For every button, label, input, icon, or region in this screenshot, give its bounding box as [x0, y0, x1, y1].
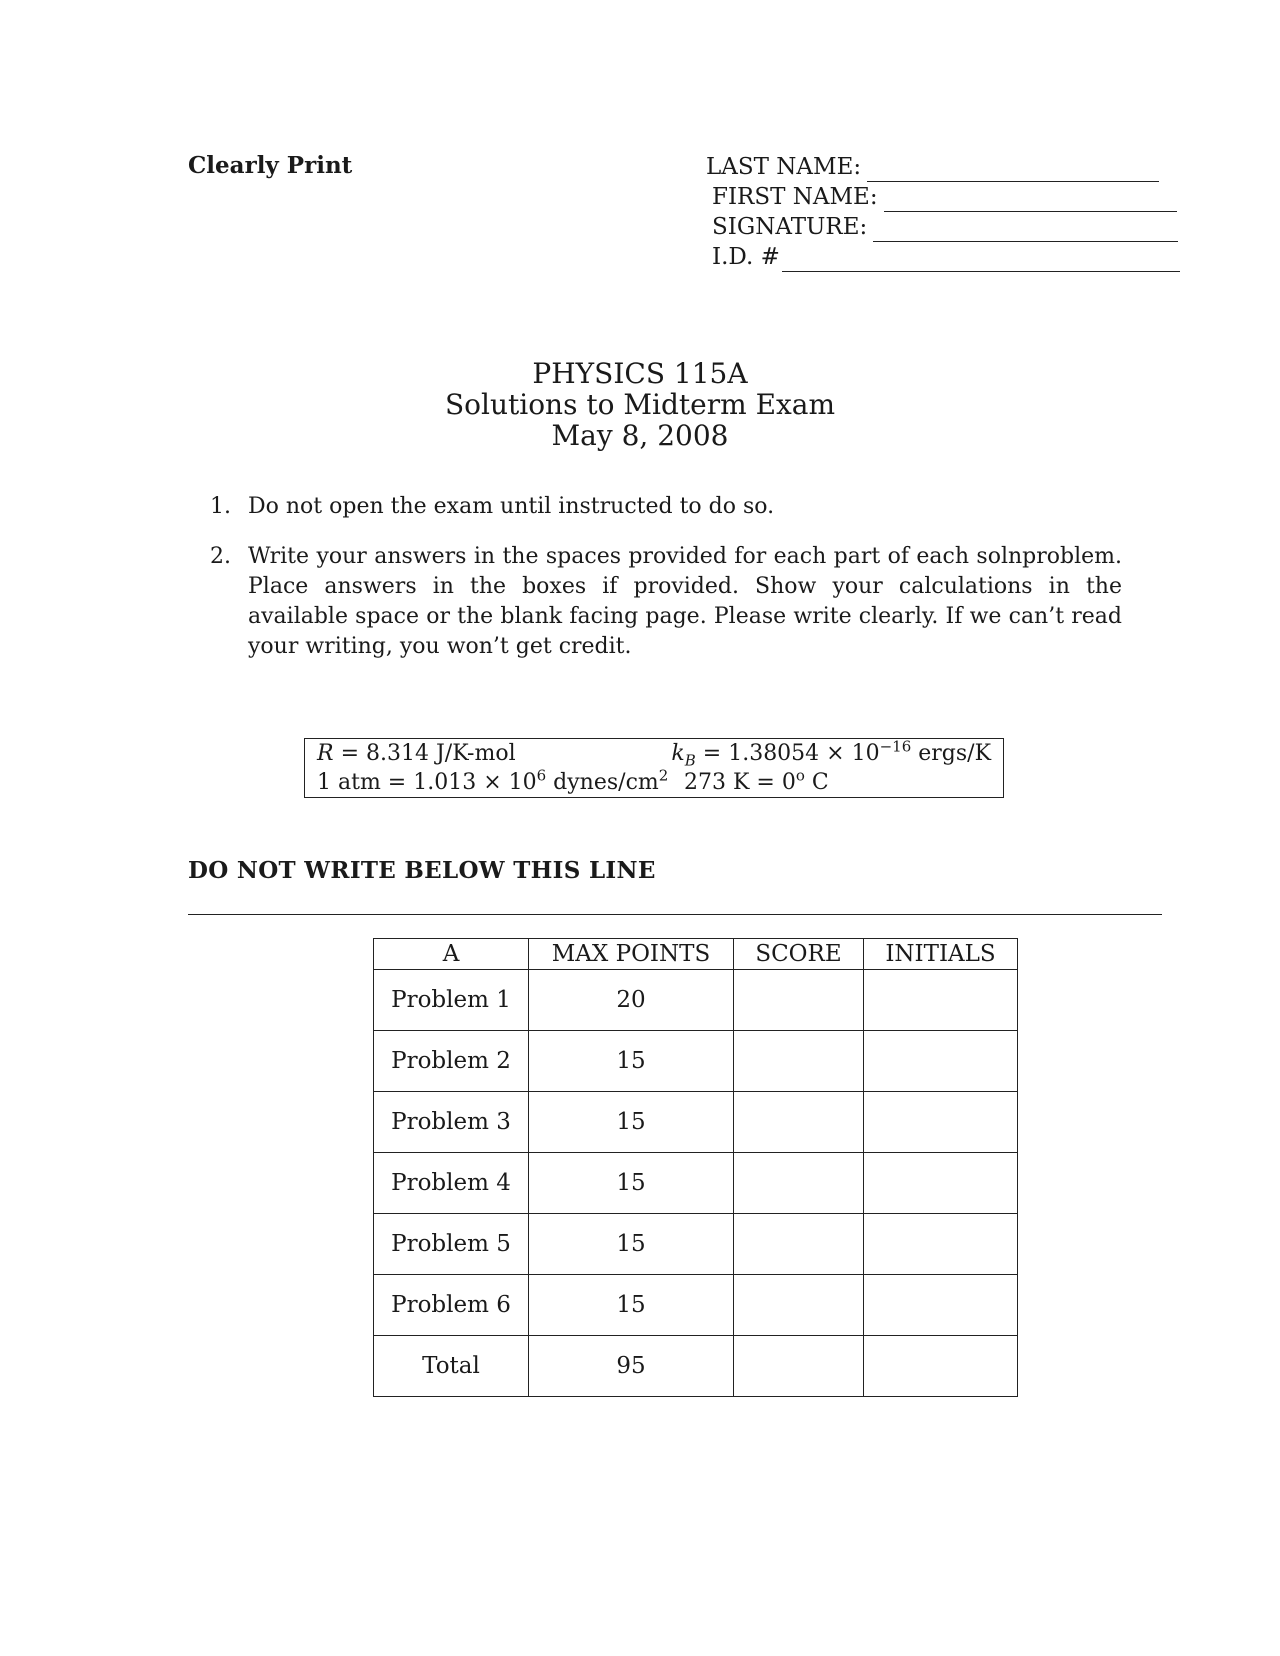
atm-exponent: 6 [536, 766, 547, 785]
instruction-text: Write your answers in the spaces provided for each part of each solnproblem. Place answers in the boxes if provided. Show your calculations in the available space or the blank facing page. Please write clearly. If we can’t read your writing, you won’t get credit. [248, 544, 1122, 659]
divider-line [188, 914, 1162, 915]
table-row [374, 1153, 1018, 1214]
total-initials-cell[interactable] [864, 1336, 1018, 1397]
problem-label: Problem 4 [374, 1153, 529, 1214]
problem-label: Problem 2 [374, 1031, 529, 1092]
temp-unit: C [804, 770, 829, 795]
table-row [374, 1214, 1018, 1275]
last-name-field[interactable] [867, 159, 1159, 182]
instructions-list [210, 492, 1122, 682]
atm-value: 1 atm = 1.013 × 10 [317, 770, 537, 795]
problem-label: Problem 1 [374, 970, 529, 1031]
initials-cell[interactable] [864, 1153, 1018, 1214]
column-header-score: SCORE [734, 939, 864, 970]
problem-label: Problem 6 [374, 1275, 529, 1336]
boltzmann-unit: ergs/K [911, 741, 991, 766]
table-row [374, 1092, 1018, 1153]
instruction-text: Do not open the exam until instructed to do so. [248, 494, 775, 519]
constants-row [317, 739, 991, 768]
first-name-row [706, 182, 1180, 212]
column-header-a: A [374, 939, 529, 970]
clearly-print-label: Clearly Print [188, 152, 353, 179]
id-number-row [706, 242, 1180, 272]
score-cell[interactable] [734, 1214, 864, 1275]
gas-constant [317, 739, 671, 768]
total-score-cell[interactable] [734, 1336, 864, 1397]
atm-unit: dynes/cm [546, 770, 659, 795]
max-points-cell: 15 [529, 1092, 734, 1153]
score-cell[interactable] [734, 1092, 864, 1153]
table-row [374, 1275, 1018, 1336]
initials-cell[interactable] [864, 1214, 1018, 1275]
exam-date: May 8, 2008 [551, 419, 729, 452]
exam-title [0, 358, 1280, 451]
score-table-header [374, 939, 1018, 970]
last-name-row [706, 152, 1180, 182]
problem-label: Problem 5 [374, 1214, 529, 1275]
initials-cell[interactable] [864, 970, 1018, 1031]
constants-box [304, 738, 1004, 798]
score-table [373, 938, 1018, 1397]
instruction-item [210, 542, 1122, 662]
student-id-block [706, 152, 1180, 272]
column-header-max-points: MAX POINTS [529, 939, 734, 970]
boltzmann-value: = 1.38054 × 10 [695, 741, 880, 766]
instruction-number: 2. [210, 544, 231, 569]
boltzmann-subscript: B [684, 751, 696, 770]
total-label: Total [374, 1336, 529, 1397]
initials-cell[interactable] [864, 1092, 1018, 1153]
course-title: PHYSICS 115A [532, 357, 748, 390]
signature-label: SIGNATURE: [712, 214, 868, 240]
last-name-label: LAST NAME: [706, 154, 862, 180]
exam-subtitle: Solutions to Midterm Exam [444, 388, 836, 421]
max-points-cell: 15 [529, 1031, 734, 1092]
constants-row [317, 768, 991, 797]
boltzmann-symbol: k [671, 741, 685, 766]
gas-constant-symbol: R [317, 741, 334, 766]
boltzmann-exponent: −16 [879, 737, 912, 756]
max-points-cell: 15 [529, 1153, 734, 1214]
table-row [374, 1031, 1018, 1092]
problem-label: Problem 3 [374, 1092, 529, 1153]
score-cell[interactable] [734, 1031, 864, 1092]
boltzmann-constant [671, 739, 991, 768]
first-name-label: FIRST NAME: [712, 184, 878, 210]
total-max-points: 95 [529, 1336, 734, 1397]
score-cell[interactable] [734, 970, 864, 1031]
id-number-label: I.D. # [712, 244, 780, 270]
atmosphere-conversion [317, 768, 684, 797]
initials-cell[interactable] [864, 1275, 1018, 1336]
max-points-cell: 20 [529, 970, 734, 1031]
temp-degree: o [795, 766, 805, 785]
max-points-cell: 15 [529, 1275, 734, 1336]
max-points-cell: 15 [529, 1214, 734, 1275]
instruction-item [210, 492, 1122, 522]
atm-unit-exponent: 2 [658, 766, 669, 785]
temperature-conversion [684, 768, 829, 797]
total-row [374, 1336, 1018, 1397]
column-header-initials: INITIALS [864, 939, 1018, 970]
signature-field[interactable] [873, 219, 1178, 242]
score-cell[interactable] [734, 1275, 864, 1336]
temp-value: 273 K = 0 [684, 770, 796, 795]
table-row [374, 970, 1018, 1031]
do-not-write-heading: DO NOT WRITE BELOW THIS LINE [188, 857, 656, 884]
gas-constant-value: = 8.314 J/K-mol [333, 741, 516, 766]
score-cell[interactable] [734, 1153, 864, 1214]
initials-cell[interactable] [864, 1031, 1018, 1092]
instruction-number: 1. [210, 494, 231, 519]
first-name-field[interactable] [884, 189, 1177, 212]
id-number-field[interactable] [782, 249, 1180, 272]
signature-row [706, 212, 1180, 242]
